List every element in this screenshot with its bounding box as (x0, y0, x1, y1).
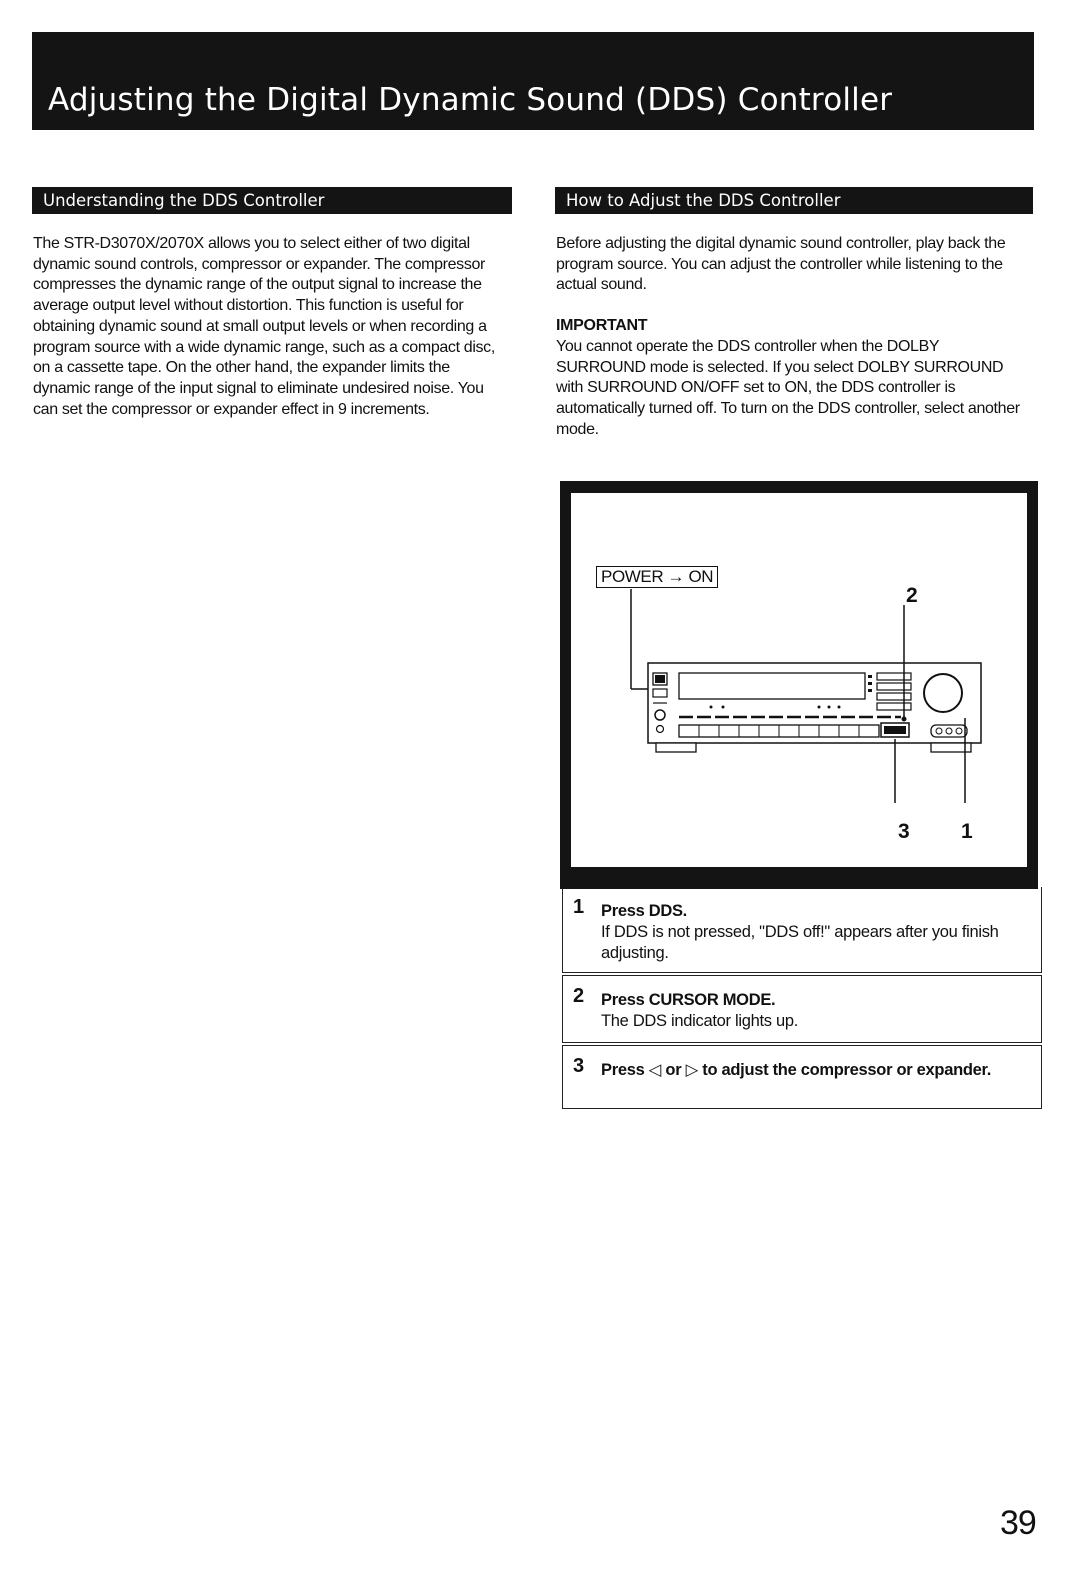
page-title: Adjusting the Digital Dynamic Sound (DDS) Controller (48, 82, 893, 118)
step-item (562, 1045, 1042, 1109)
callout-3: 3 (898, 820, 910, 843)
step-number: 1 (573, 896, 584, 918)
section-heading-understanding: Understanding the DDS Controller (32, 187, 512, 214)
page-number: 39 (1000, 1504, 1036, 1542)
step-action: Press DDS. (601, 902, 687, 920)
receiver-illustration (571, 493, 1027, 867)
important-label: IMPORTANT (556, 317, 648, 334)
step-number: 2 (573, 985, 584, 1007)
power-on-label: POWER → ON (596, 566, 718, 588)
step-description: If DDS is not pressed, "DDS off!" appears after you finish adjusting. (601, 923, 999, 962)
step-item (562, 975, 1042, 1043)
receiver-figure (560, 481, 1038, 889)
callout-1: 1 (961, 820, 973, 843)
how-to-intro-text: Before adjusting the digital dynamic sound controller, play back the program source. You can adjust the controller while listening to the actual sound. (556, 235, 1006, 294)
step-description: The DDS indicator lights up. (601, 1012, 799, 1030)
section-heading-how-to-adjust: How to Adjust the DDS Controller (555, 187, 1033, 214)
callout-2: 2 (906, 584, 918, 607)
steps-list (562, 887, 1042, 1109)
title-bar (32, 32, 1034, 130)
step-action: Press ◁ or ▷ to adjust the compressor or expander. (601, 1061, 991, 1079)
step-number: 3 (573, 1055, 584, 1077)
step-action: Press CURSOR MODE. (601, 991, 776, 1009)
understanding-body-text: The STR-D3070X/2070X allows you to select either of two digital dynamic sound controls, compressor or expander. The compressor compresses the dynamic range of the output signal to increase the average output level without distortion. This function is useful for obtaining dynamic sound at small output levels or when recording a program source with a wide dynamic range, such as a compact disc, on a cassette tape. On the other hand, the expander limits the dynamic range of the input signal to eliminate undesired noise. You can set the compressor or expander effect in 9 increments. (33, 235, 495, 418)
important-text: You cannot operate the DDS controller when the DOLBY SURROUND mode is selected. If you select DOLBY SURROUND with SURROUND ON/OFF set to ON, the DDS controller is automatically turned off. To turn on the DDS controller, select another mode. (556, 338, 1020, 438)
receiver-figure-canvas (571, 493, 1027, 867)
step-item (562, 887, 1042, 973)
